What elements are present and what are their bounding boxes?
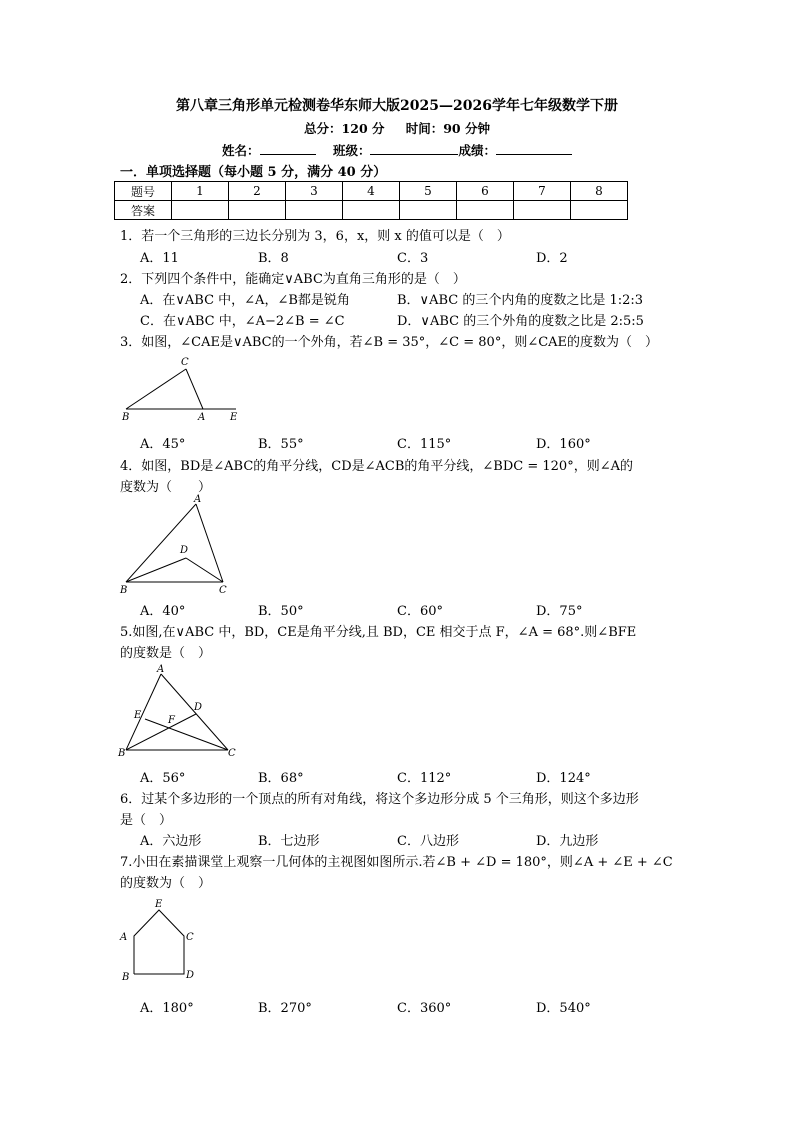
q2-option-d: D．∨ABC 的三个外角的度数之比是 2:5:5 xyxy=(397,314,644,329)
figure-q5-triangle xyxy=(116,660,241,765)
table-cell: 1 xyxy=(172,182,229,201)
figure-q3-triangle xyxy=(118,353,248,425)
label-c: C xyxy=(181,357,189,368)
table-cell: 7 xyxy=(514,182,571,201)
q7-option-b: B．270° xyxy=(258,1001,312,1016)
name-field[interactable] xyxy=(260,143,316,155)
answer-cell[interactable] xyxy=(172,201,229,220)
exam-title: 第八章三角形单元检测卷华东师大版2025—2026学年七年级数学下册 xyxy=(176,98,618,114)
answer-table xyxy=(114,181,628,220)
question-7-stem: 7.小田在素描课堂上观察一几何体的主视图如图所示.若∠B + ∠D = 180°，则∠A + ∠E + ∠C xyxy=(120,855,673,870)
question-4-stem: 4．如图，BD是∠ABC的角平分线，CD是∠ACB的角平分线，∠BDC = 120°，则∠A的 xyxy=(120,459,633,474)
answer-cell[interactable] xyxy=(343,201,400,220)
name-label: 姓名： xyxy=(222,143,260,158)
q3-option-b: B．55° xyxy=(258,437,304,452)
question-5-stem: 5.如图,在∨ABC 中，BD，CE是角平分线,且 BD，CE 相交于点 F，∠A = 68°.则∠BFE xyxy=(120,625,637,640)
table-header-cell: 题号 xyxy=(115,182,172,201)
table-cell: 5 xyxy=(400,182,457,201)
section-1-title: 一．单项选择题（每小题 5 分，满分 40 分） xyxy=(120,165,387,180)
label-e: E xyxy=(134,710,142,721)
class-field[interactable] xyxy=(370,143,458,155)
answer-cell[interactable] xyxy=(400,201,457,220)
q4-option-b: B．50° xyxy=(258,604,304,619)
answer-cell[interactable] xyxy=(514,201,571,220)
label-a: A xyxy=(157,664,165,675)
label-f: F xyxy=(168,715,175,726)
question-1-stem: 1．若一个三角形的三边长分别为 3，6，x，则 x 的值可以是（ ） xyxy=(120,229,510,244)
q7-option-d: D．540° xyxy=(536,1001,591,1016)
q4-option-d: D．75° xyxy=(536,604,583,619)
label-b: B xyxy=(122,972,130,983)
answer-cell[interactable] xyxy=(286,201,343,220)
question-4-stem-cont: 度数为（ ） xyxy=(120,480,212,495)
student-info-line xyxy=(0,141,794,159)
question-3-stem: 3．如图，∠CAE是∨ABC的一个外角，若∠B = 35°，∠C = 80°，则∠CAE的度数为（ ） xyxy=(120,335,659,350)
label-b: B xyxy=(122,412,130,423)
q7-option-c: C．360° xyxy=(397,1001,452,1016)
q5-option-a: A．56° xyxy=(140,771,186,786)
label-c: C xyxy=(219,585,227,596)
table-cell: 2 xyxy=(229,182,286,201)
q4-option-a: A．40° xyxy=(140,604,186,619)
table-cell: 6 xyxy=(457,182,514,201)
label-e: E xyxy=(230,412,238,423)
q1-option-c: C．3 xyxy=(397,251,429,266)
question-6-stem: 6．过某个多边形的一个顶点的所有对角线，将这个多边形分成 5 个三角形，则这个多边形 xyxy=(120,792,639,807)
q6-option-a: A．六边形 xyxy=(140,834,202,849)
q1-option-a: A．11 xyxy=(140,251,179,266)
q5-option-b: B．68° xyxy=(258,771,304,786)
table-cell: 4 xyxy=(343,182,400,201)
label-d: D xyxy=(194,702,203,713)
q2-option-c: C．在∨ABC 中，∠A−2∠B = ∠C xyxy=(140,314,345,329)
label-a: A xyxy=(194,494,202,505)
q3-option-d: D．160° xyxy=(536,437,591,452)
q6-option-d: D．九边形 xyxy=(536,834,599,849)
label-a: A xyxy=(198,412,206,423)
figure-q7-pentagon xyxy=(116,896,206,986)
label-e: E xyxy=(155,899,163,910)
table-cell: 8 xyxy=(571,182,628,201)
question-2-stem: 2．下列四个条件中，能确定∨ABC为直角三角形的是（ ） xyxy=(120,272,466,287)
table-header-cell: 答案 xyxy=(115,201,172,220)
label-d: D xyxy=(180,545,189,556)
question-5-stem-cont: 的度数是（ ） xyxy=(120,646,212,661)
answer-cell[interactable] xyxy=(229,201,286,220)
label-b: B xyxy=(120,585,128,596)
answer-cell[interactable] xyxy=(457,201,514,220)
q1-option-d: D．2 xyxy=(536,251,568,266)
class-label: 班级： xyxy=(332,143,371,158)
q5-option-c: C．112° xyxy=(397,771,452,786)
label-d: D xyxy=(186,970,195,981)
q3-option-a: A．45° xyxy=(140,437,186,452)
grade-field[interactable] xyxy=(496,143,572,155)
q6-option-c: C．八边形 xyxy=(397,834,459,849)
figure-q4-triangle xyxy=(116,492,236,597)
q6-option-b: B．七边形 xyxy=(258,834,320,849)
question-6-stem-cont: 是（ ） xyxy=(120,813,173,828)
question-7-stem-cont: 的度数为（ ） xyxy=(120,876,212,891)
q4-option-c: C．60° xyxy=(397,604,443,619)
label-b: B xyxy=(118,748,126,759)
table-row xyxy=(115,182,628,201)
table-row xyxy=(115,201,628,220)
grade-label: 成绩： xyxy=(458,143,496,158)
q2-option-b: B．∨ABC 的三个内角的度数之比是 1:2:3 xyxy=(397,293,644,308)
q3-option-c: C．115° xyxy=(397,437,452,452)
q7-option-a: A．180° xyxy=(140,1001,194,1016)
score-time-line: 总分：120 分 时间：90 分钟 xyxy=(304,121,490,136)
q5-option-d: D．124° xyxy=(536,771,591,786)
q1-option-b: B．8 xyxy=(258,251,289,266)
label-c: C xyxy=(228,748,236,759)
q2-option-a: A．在∨ABC 中，∠A，∠B都是锐角 xyxy=(140,293,350,308)
label-a: A xyxy=(120,932,128,943)
table-cell: 3 xyxy=(286,182,343,201)
answer-cell[interactable] xyxy=(571,201,628,220)
label-c: C xyxy=(186,932,194,943)
